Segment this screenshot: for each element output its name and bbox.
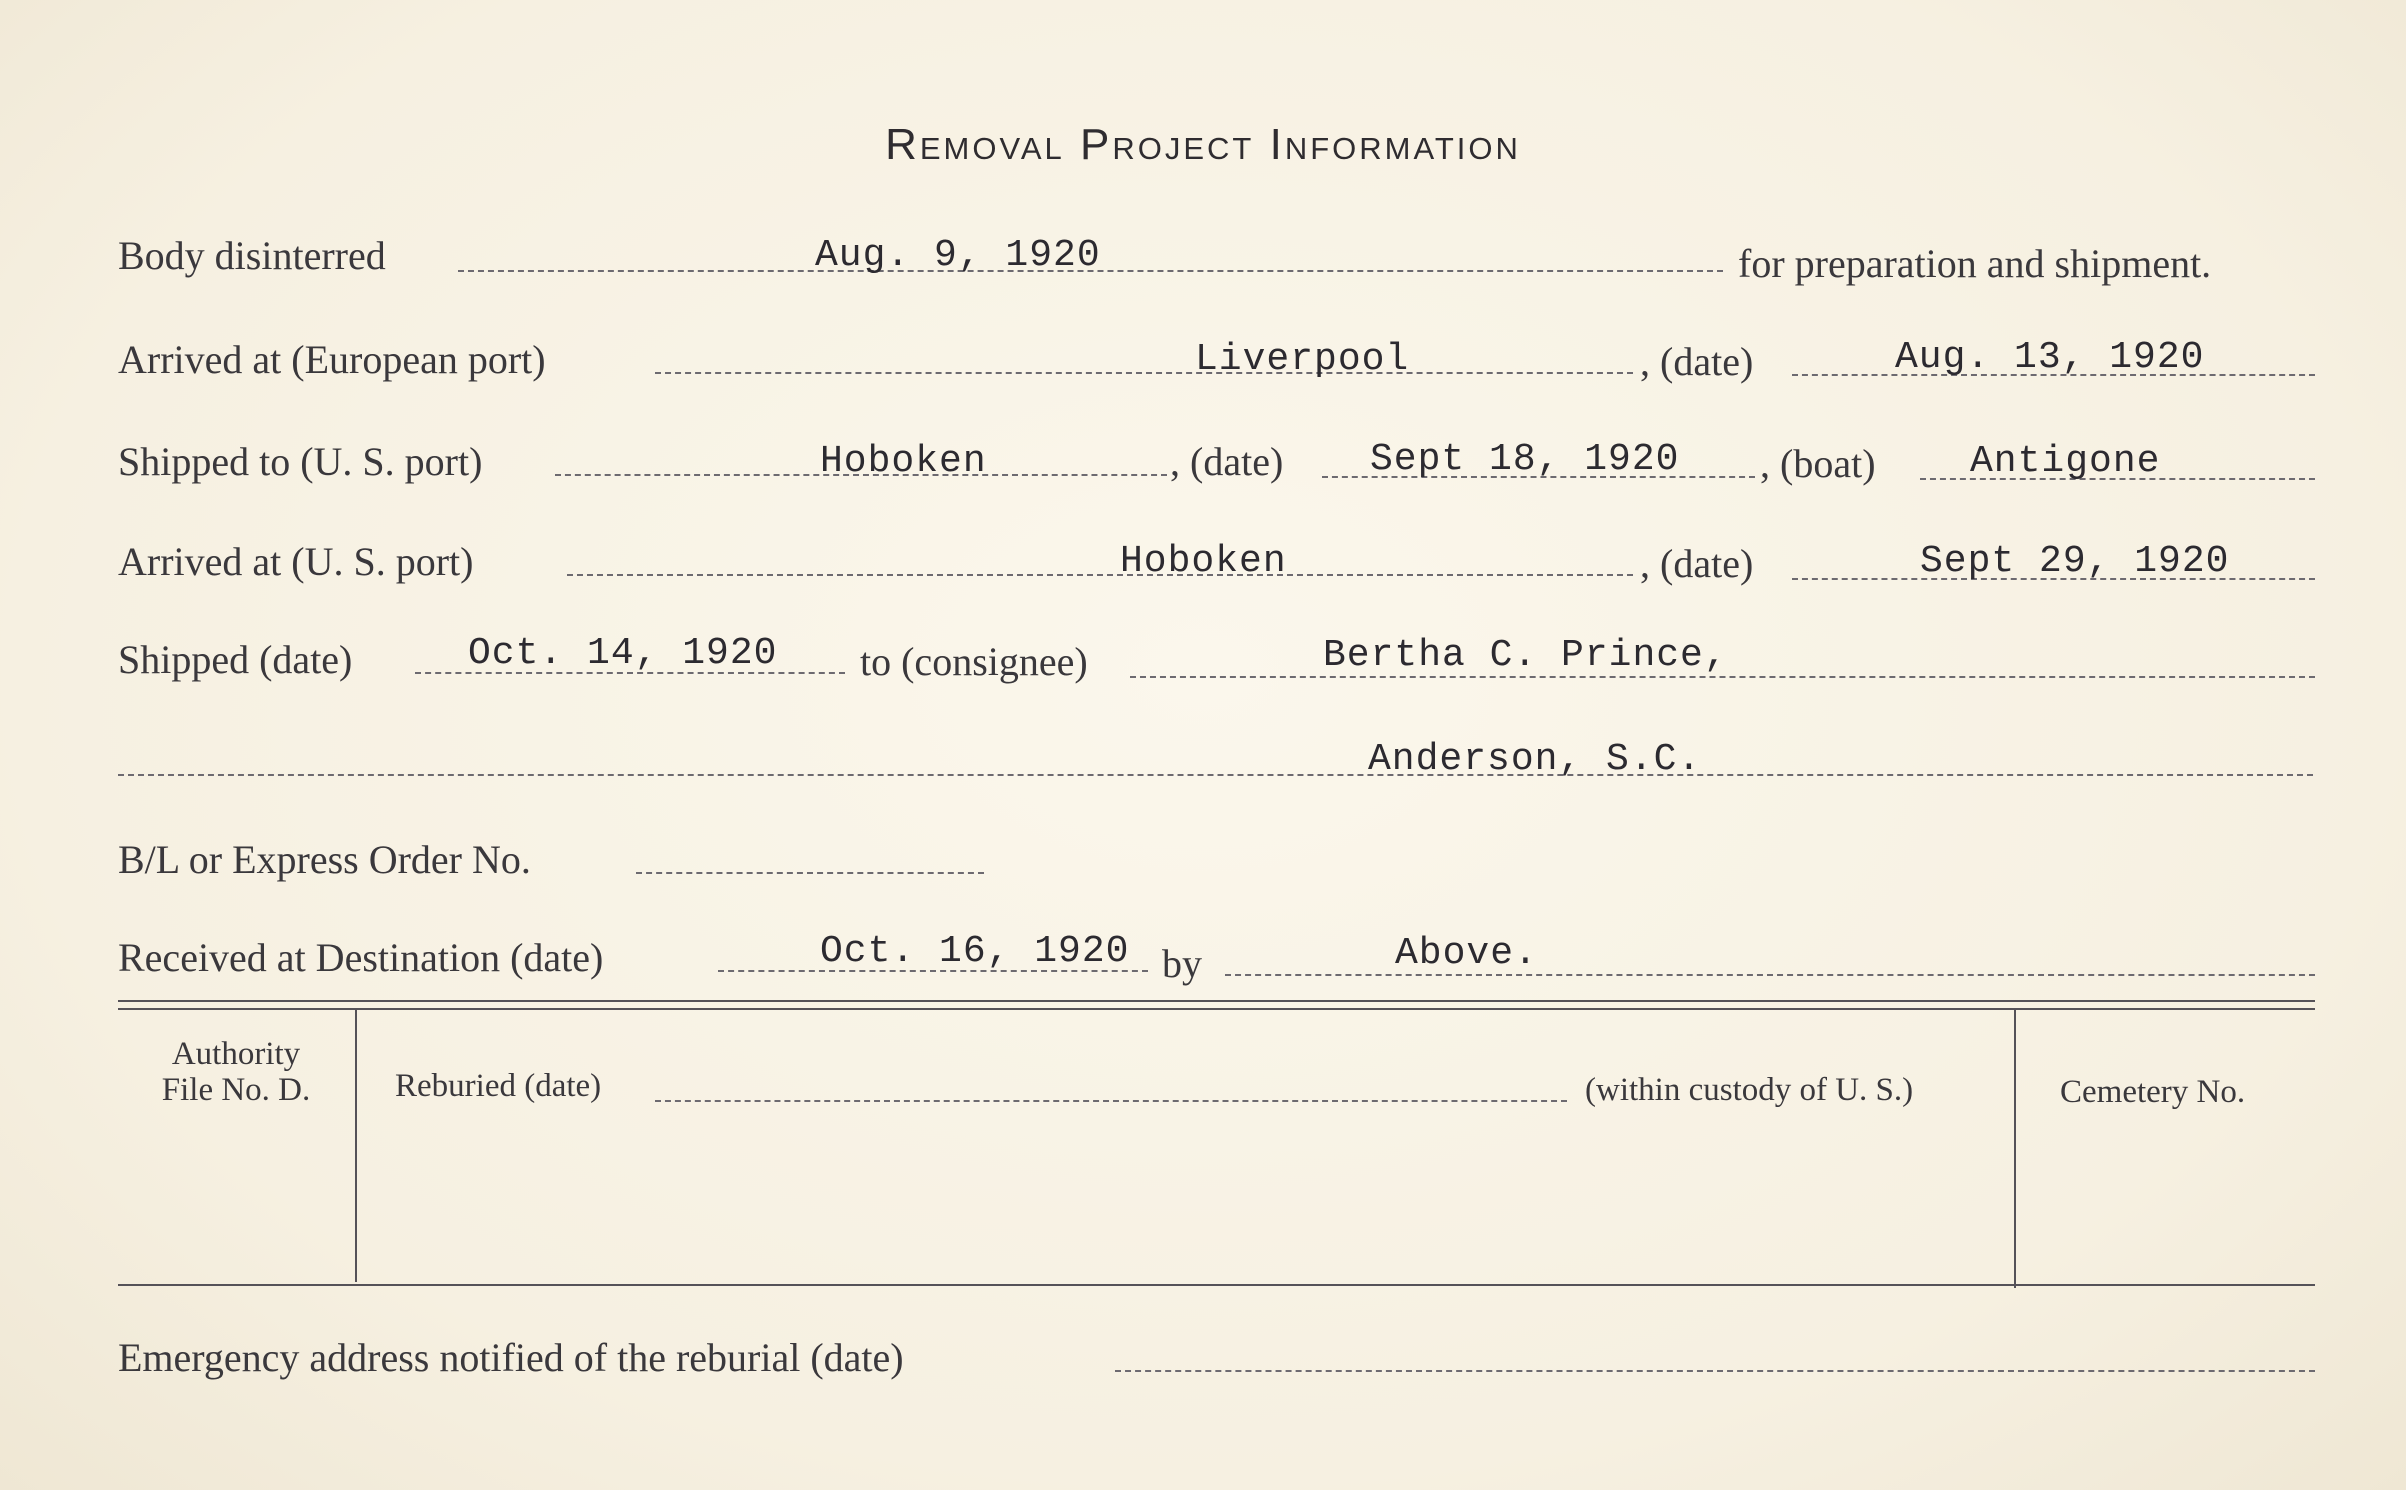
shipped-us-label: Shipped to (U. S. port) [118,439,483,484]
reburied-line [655,1100,1567,1102]
shipped-date-label: Shipped (date) [118,637,353,682]
custody-label: (within custody of U. S.) [1585,1072,1914,1108]
received-label: Received at Destination (date) [118,935,604,980]
received-date-value: Oct. 16, 1920 [820,930,1130,973]
consignee-value: Bertha C. Prince, [1323,634,1728,677]
consignee-address-value: Anderson, S.C. [1368,738,1702,781]
received-by-value: Above. [1395,932,1538,975]
consignee-address-line [118,774,2313,776]
european-port-line [655,372,1633,374]
european-date-label: , (date) [1640,339,1754,384]
table-top-rule-2 [118,1008,2315,1010]
european-port-value: Liverpool [1195,338,1410,381]
reburied-label: Reburied (date) [395,1068,602,1104]
consignee-label: to (consignee) [860,639,1088,684]
table-top-rule-1 [118,1000,2315,1002]
us-date-value: Sept 29, 1920 [1920,540,2230,583]
us-port-value: Hoboken [1120,540,1287,583]
emergency-label: Emergency address notified of the reburial (date) [118,1335,904,1380]
european-port-label: Arrived at (European port) [118,337,546,382]
us-port-label: Arrived at (U. S. port) [118,539,474,584]
shipped-us-date-value: Sept 18, 1920 [1370,438,1680,481]
cemetery-label: Cemetery No. [2060,1074,2246,1110]
shipped-date-value: Oct. 14, 1920 [468,632,778,675]
authority-label-line-1: Authority [171,1036,301,1072]
bl-order-line [636,872,984,874]
boat-value: Antigone [1970,440,2161,483]
disinterred-label: Body disinterred [118,233,386,278]
authority-label [118,1036,354,1108]
table-divider-left [355,1010,357,1282]
us-date-label: , (date) [1640,541,1754,586]
disinterred-suffix: for preparation and shipment. [1738,241,2212,286]
european-date-value: Aug. 13, 1920 [1895,336,2205,379]
authority-label-line-2: File No. D. [161,1072,311,1108]
received-by-line [1225,974,2315,976]
emergency-line [1115,1370,2315,1372]
table-bottom-rule [118,1284,2315,1286]
us-port-line [567,574,1633,576]
disinterred-date: Aug. 9, 1920 [815,234,1101,277]
shipped-us-port-value: Hoboken [820,440,987,483]
boat-label: , (boat) [1760,441,1876,486]
card-title: Removal Project Information [885,120,1521,169]
bl-order-label: B/L or Express Order No. [118,837,531,882]
shipped-us-date-label: , (date) [1170,439,1284,484]
table-divider-right [2014,1010,2016,1288]
received-by-label: by [1162,941,1202,986]
